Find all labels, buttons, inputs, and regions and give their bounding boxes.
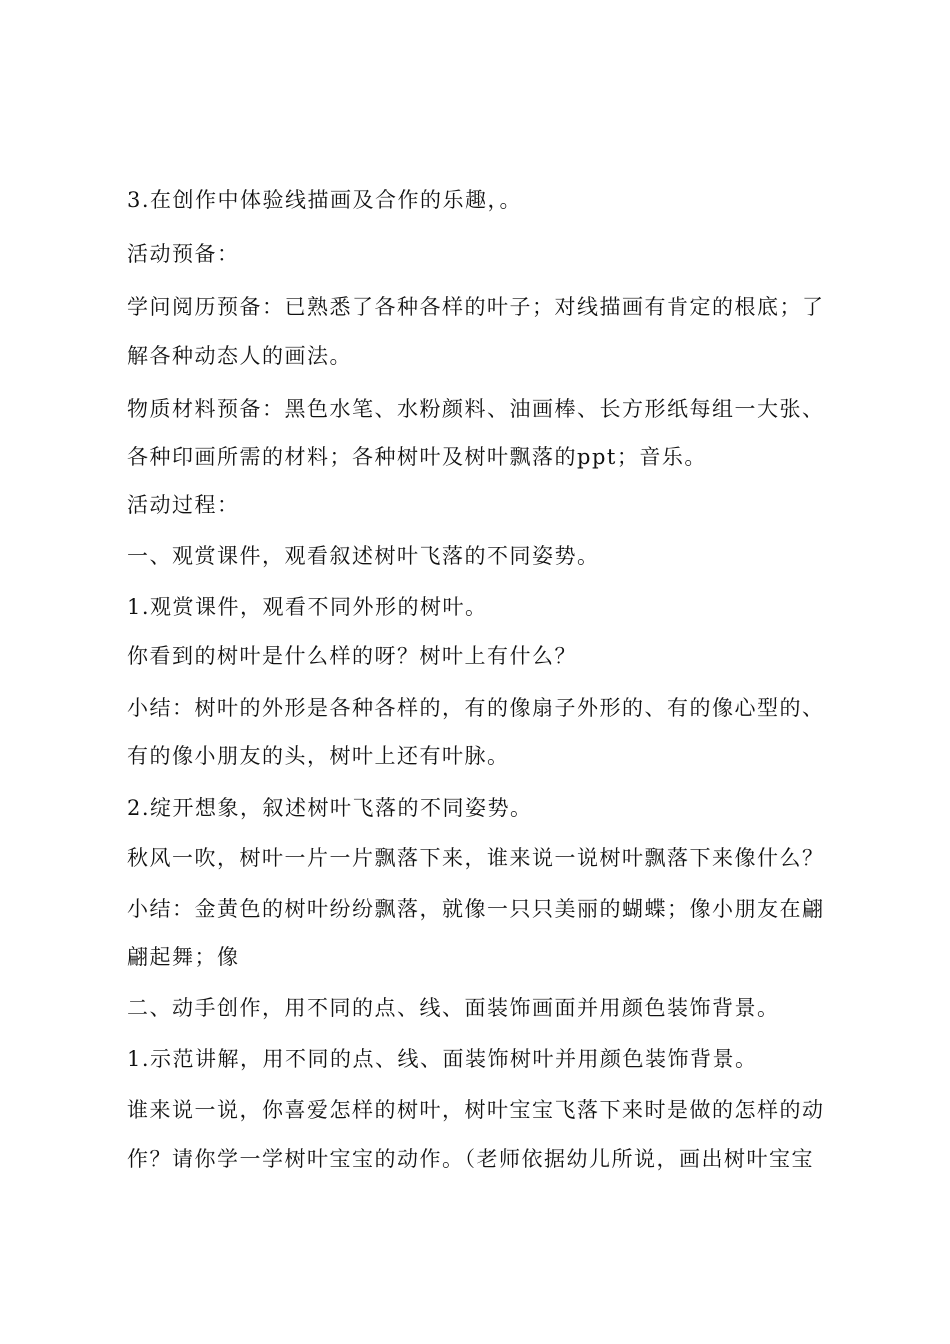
- text-line: 学问阅历预备：已熟悉了各种各样的叶子；对线描画有肯定的根底；了: [127, 295, 825, 319]
- text-line: 小结：金黄色的树叶纷纷飘落，就像一只只美丽的蝴蝶；像小朋友在翩: [127, 897, 825, 921]
- text-line: 2.绽开想象，叙述树叶飞落的不同姿势。: [127, 796, 533, 820]
- text-line: 你看到的树叶是什么样的呀？树叶上有什么？: [127, 644, 577, 668]
- text-line: 谁来说一说，你喜爱怎样的树叶，树叶宝宝飞落下来时是做的怎样的动: [127, 1098, 825, 1122]
- text-line: 活动预备：: [127, 242, 240, 266]
- text-line: 翩起舞；像: [127, 945, 240, 969]
- text-line: 各种印画所需的材料；各种树叶及树叶飘落的ppt；音乐。: [127, 445, 707, 469]
- text-line: 解各种动态人的画法。: [127, 344, 352, 368]
- text-line: 1.观赏课件，观看不同外形的树叶。: [127, 595, 488, 619]
- text-line: 小结：树叶的外形是各种各样的，有的像扇子外形的、有的像心型的、: [127, 696, 825, 720]
- text-line: 二、动手创作，用不同的点、线、面装饰画面并用颜色装饰背景。: [127, 996, 780, 1020]
- text-line: 有的像小朋友的头，树叶上还有叶脉。: [127, 744, 510, 768]
- text-line: 一、观赏课件，观看叙述树叶飞落的不同姿势。: [127, 544, 600, 568]
- text-line: 物质材料预备：黑色水笔、水粉颜料、油画棒、长方形纸每组一大张、: [127, 397, 825, 421]
- text-line: 作？请你学一学树叶宝宝的动作。（老师依据幼儿所说，画出树叶宝宝: [127, 1147, 814, 1171]
- text-line: 1.示范讲解，用不同的点、线、面装饰树叶并用颜色装饰背景。: [127, 1047, 758, 1071]
- text-line: 3.在创作中体验线描画及合作的乐趣，。: [127, 188, 523, 212]
- text-line: 秋风一吹，树叶一片一片飘落下来，谁来说一说树叶飘落下来像什么？: [127, 846, 825, 870]
- text-line: 活动过程：: [127, 493, 240, 517]
